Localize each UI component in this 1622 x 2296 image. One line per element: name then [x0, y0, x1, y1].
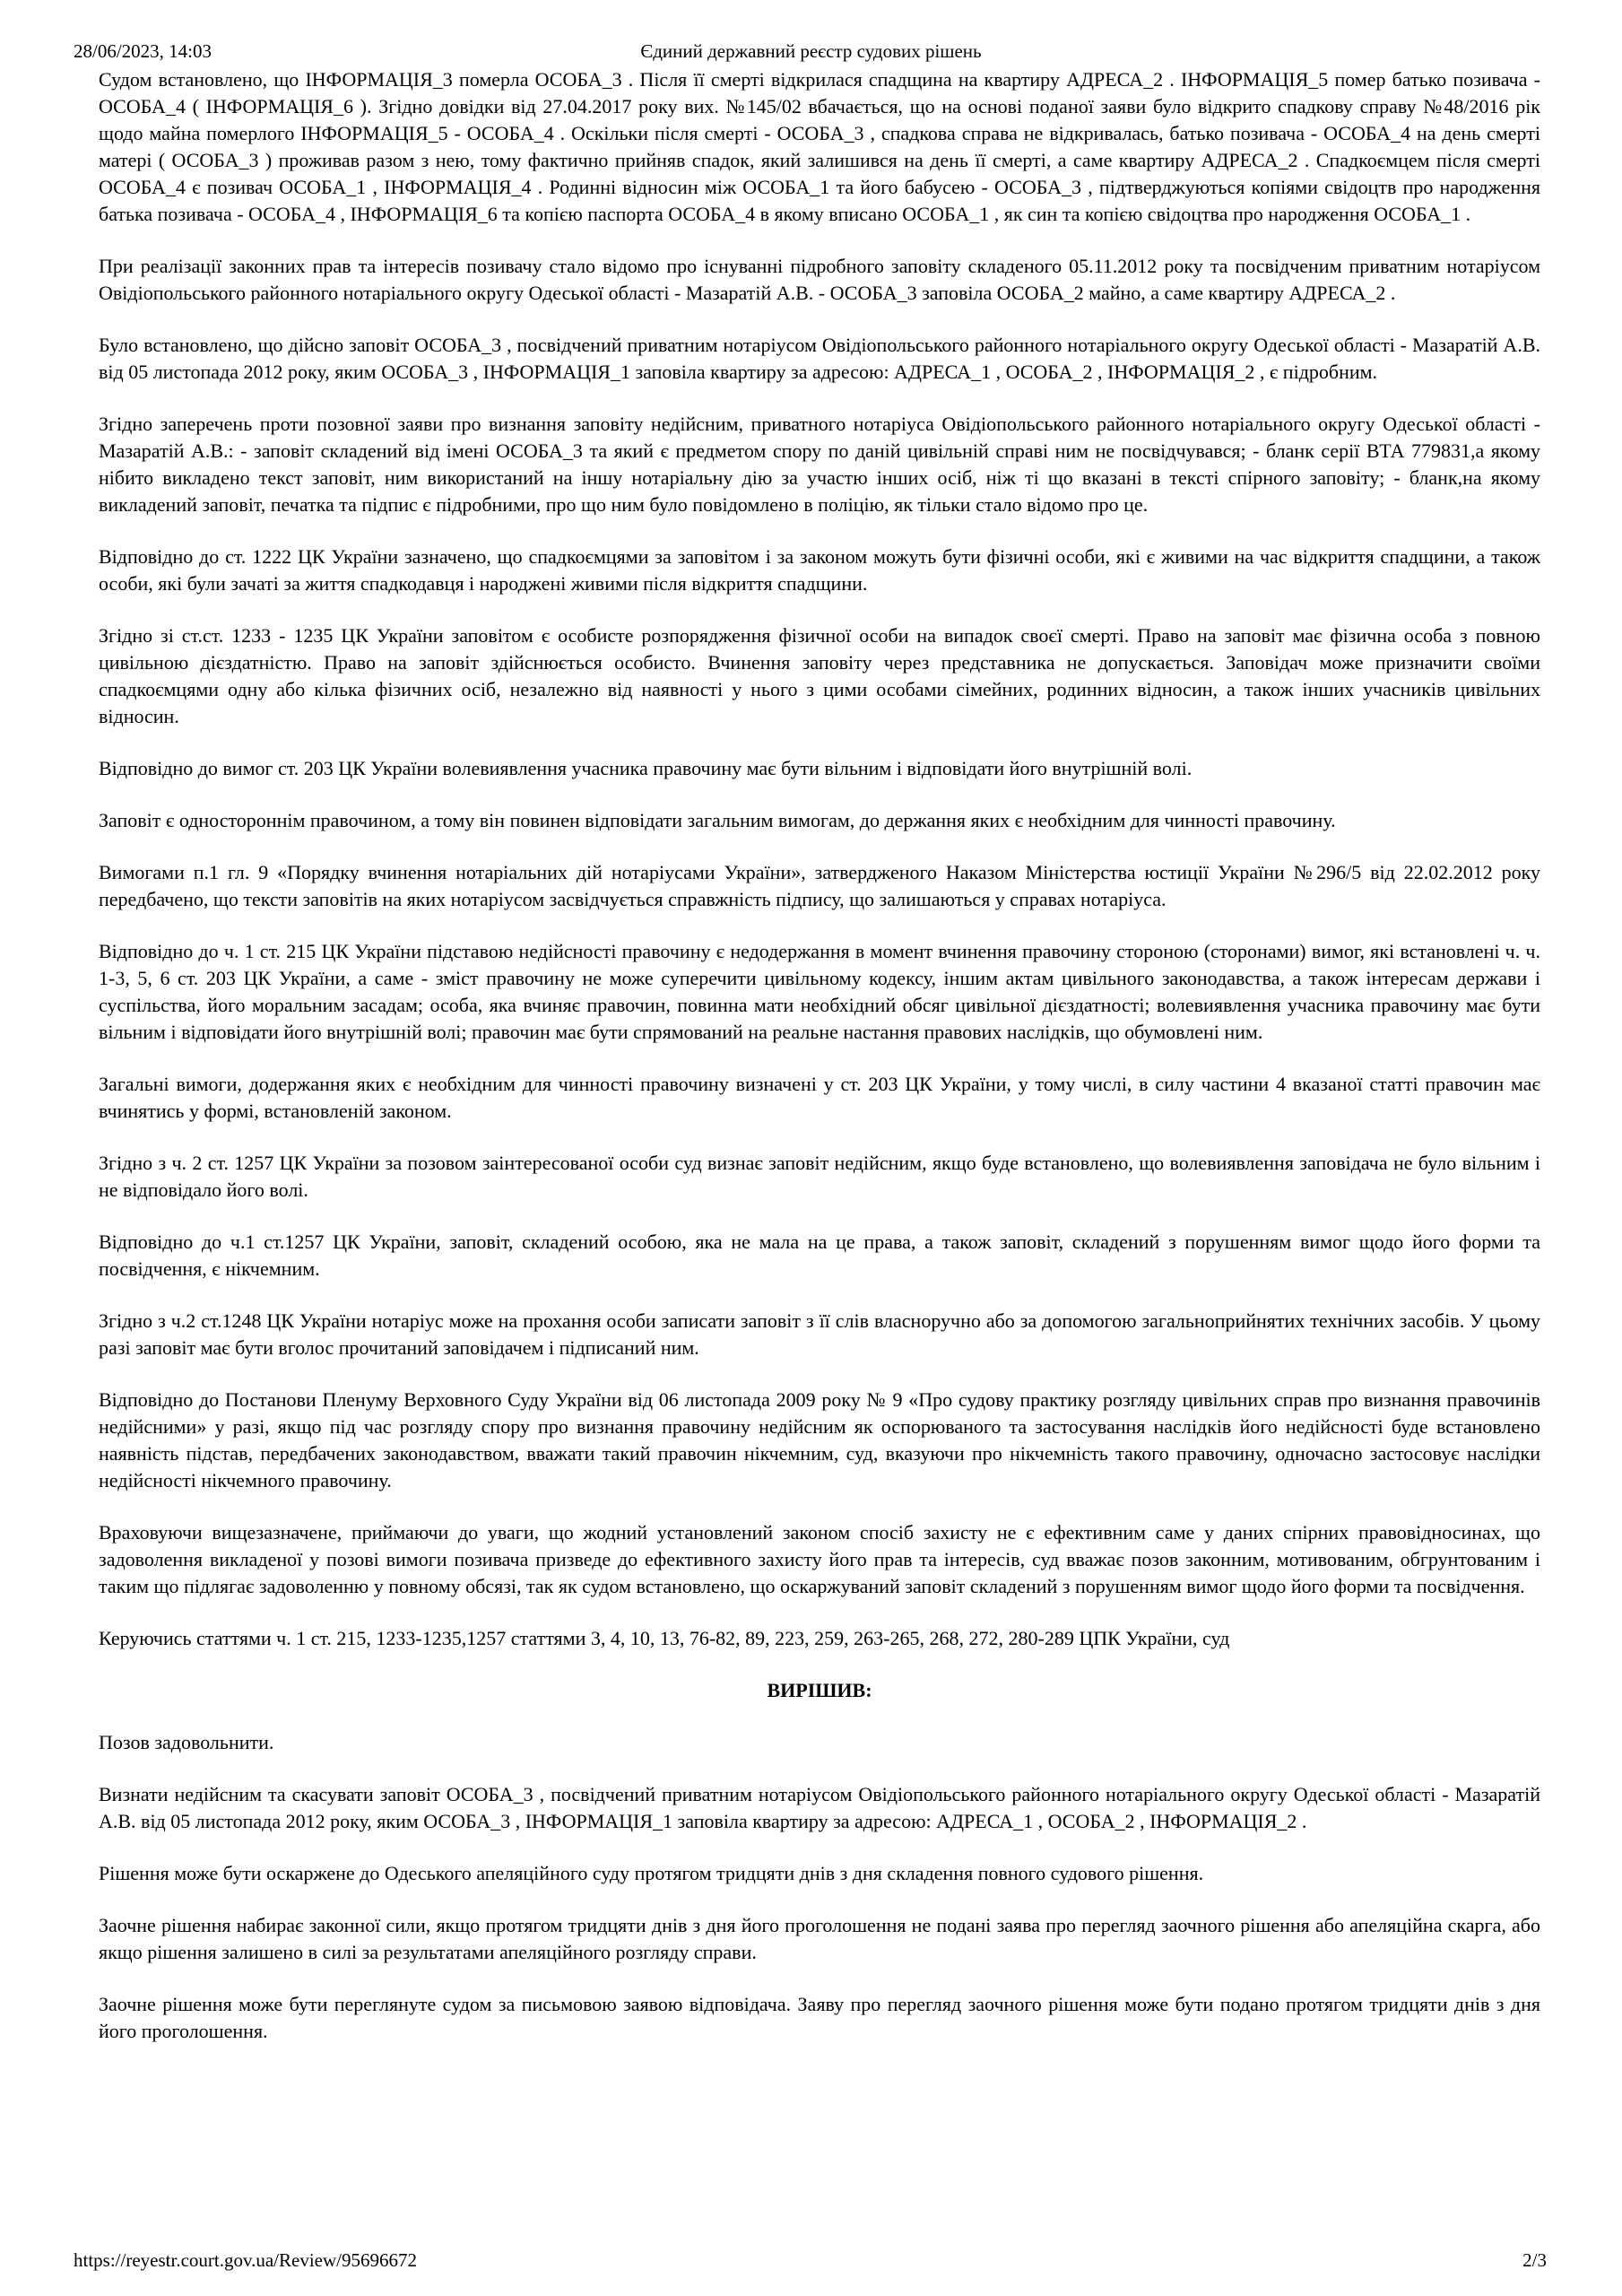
paragraph-12: Згідно з ч. 2 ст. 1257 ЦК України за позовом заінтересованої особи суд визнає заповіт недійсним, якщо буде встановлено, що волевиявлення заповідача не було вільним і не відповідало його волі.: [99, 1152, 1540, 1201]
paragraph-1: Судом встановлено, що ІНФОРМАЦІЯ_3 померла ОСОБА_3 . Після її смерті відкрилася спадщина на квартиру АДРЕСА_2 . ІНФОРМАЦІЯ_5 помер батько позивача - ОСОБА_4 ( ІНФОРМАЦІЯ_6 ). Згідно довідки від 27.04.2017 року вих. №145/02 вбачається, що на основі поданої заяви було відкрито спадкову справу №48/2016 рік щодо майна померлого ІНФОРМАЦІЯ_5 - ОСОБА_4 . Оскільки після смерті - ОСОБА_3 , спадкова справа не відкривалась, батько позивача - ОСОБА_4 на день смерті матері ( ОСОБА_3 ) проживав разом з нею, тому фактично прийняв спадок, який залишився на день її смерті, а саме квартиру АДРЕСА_2 . Спадкоємцем після смерті ОСОБА_4 є позивач ОСОБА_1 , ІНФОРМАЦІЯ_4 . Родинні відносин між ОСОБА_1 та його бабусею - ОСОБА_3 , підтверджуються копіями свідоцтв про народження батька позивача - ОСОБА_4 , ІНФОРМАЦІЯ_6 та копією паспорта ОСОБА_4 в якому вписано ОСОБА_1 , як син та копією свідоцтва про народження ОСОБА_1 .: [99, 68, 1540, 225]
paragraph-2: При реалізації законних прав та інтересів позивачу стало відомо про існуванні підробного заповіту складеного 05.11.2012 року та посвідченим приватним нотаріусом Овідіопольського районного нотаріального округу Одеської області - Мазаратій А.В. - ОСОБА_3 заповіла ОСОБА_2 майно, а саме квартиру АДРЕСА_2 .: [99, 255, 1540, 304]
paragraph-8: Заповіт є одностороннім правочином, а тому він повинен відповідати загальним вимогам, до держання яких є необхідним для чинності правочину.: [99, 809, 1336, 831]
page-number: 2/3: [1522, 2249, 1547, 2271]
paragraph-7: Відповідно до вимог ст. 203 ЦК України волевиявлення учасника правочину має бути вільним і відповідати його внутрішній волі.: [99, 757, 1193, 779]
paragraph-3: Було встановлено, що дійсно заповіт ОСОБА_3 , посвідчений приватним нотаріусом Овідіопольського районного нотаріального округу Одеської області - Мазаратій А.В. від 05 листопада 2012 року, яким ОСОБА_3 , ІНФОРМАЦІЯ_1 заповіла квартиру за адресою: АДРЕСА_1 , ОСОБА_2 , ІНФОРМАЦІЯ_2 , є підробним.: [99, 334, 1540, 383]
paragraph-9: Вимогами п.1 гл. 9 «Порядку вчинення нотаріальних дій нотаріусами України», затвердженого Наказом Міністерства юстиції України №296/5 від 22.02.2012 року передбачено, що тексти заповітів на яких нотаріусом засвідчується справжність підпису, що залишаються у справах нотаріуса.: [99, 861, 1540, 910]
print-datetime: 28/06/2023, 14:03: [74, 40, 213, 62]
decision-paragraph-5: Заочне рішення може бути переглянуте судом за письмовою заявою відповідача. Заяву про перегляд заочного рішення може бути подано протягом тридцяти днів з дня його проголошення.: [99, 1993, 1540, 2042]
paragraph-10: Відповідно до ч. 1 ст. 215 ЦК України підставою недійсності правочину є недодержання в момент вчинення правочину стороною (сторонами) вимог, які встановлені ч. ч. 1-3, 5, 6 ст. 203 ЦК України, а саме - зміст правочину не може суперечити цивільному кодексу, іншим актам цивільного законодавства, а також інтересам держави і суспільства, його моральним засадам; особа, яка вчиняє правочин, повинна мати необхідний обсяг цивільної дієздатності; волевиявлення учасника правочину має бути вільним і відповідати його внутрішній волі; правочин має бути спрямований на реальне настання правових наслідків, що обумовлені ним.: [99, 940, 1540, 1043]
paragraph-4: Згідно заперечень проти позовної заяви про визнання заповіту недійсним, приватного нотаріуса Овідіопольського районного нотаріального округу Одеської області - Мазаратій А.В.: - заповіт складений від імені ОСОБА_3 та який є предметом спору по даній цивільній справі ним не посвідчувався; - бланк серії ВТА 779831,а якому нібито викладено текст заповіт, ним використаний на іншу нотаріальну дію за участю інших осіб, ніж ті що вказані в тексті спірного заповіту; - бланк,на якому викладений заповіт, печатка та підпис є підробними, про що ним було повідомлено в поліцію, як тільки стало відомо про це.: [99, 413, 1540, 516]
footer-url: https://reyestr.court.gov.ua/Review/95696672: [74, 2249, 417, 2271]
paragraph-5: Відповідно до ст. 1222 ЦК України зазначено, що спадкоємцями за заповітом і за законом можуть бути фізичні особи, які є живими на час відкриття спадщини, а також особи, які були зачаті за життя спадкодавця і народжені живими після відкриття спадщини.: [99, 545, 1540, 595]
decision-heading: ВИРІШИВ:: [767, 1679, 872, 1701]
decision-paragraph-3: Рішення може бути оскаржене до Одеського апеляційного суду протягом тридцяти днів з дня складення повного судового рішення.: [99, 1862, 1204, 1884]
paragraph-11: Загальні вимоги, додержання яких є необхідним для чинності правочину визначені у ст. 203 ЦК України, у тому числі, в силу частини 4 вказаної статті правочин має вчинятись у формі, встановленій законом.: [99, 1073, 1540, 1122]
paragraph-15: Відповідно до Постанови Пленуму Верховного Суду України від 06 листопада 2009 року № 9 «Про судову практику розгляду цивільних справ про визнання правочинів недійсними» у разі, якщо під час розгляду спору про визнання правочину недійсним як оспорюваного та застосування наслідків його недійсності буде встановлено наявність підстав, передбачених законодавством, вважати такий правочин нікчемним, суд, вказуючи про нікчемність такого правочину, одночасно застосовує наслідки недійсності нікчемного правочину.: [99, 1388, 1540, 1492]
paragraph-17: Керуючись статтями ч. 1 ст. 215, 1233-1235,1257 статтями 3, 4, 10, 13, 76-82, 89, 223, 259, 263-265, 268, 272, 280-289 ЦПК України, суд: [99, 1627, 1230, 1649]
paragraph-14: Згідно з ч.2 ст.1248 ЦК України нотаріус може на прохання особи записати заповіт з її слів власноручно або за допомогою загальноприйнятих технічних засобів. У цьому разі заповіт має бути вголос прочитаний заповідачем і підписаний ним.: [99, 1309, 1540, 1359]
page-header-title: Єдиний державний реєстр судових рішень: [640, 40, 982, 62]
decision-paragraph-1: Позов задовольнити.: [99, 1731, 274, 1753]
paragraph-6: Згідно зі ст.ст. 1233 - 1235 ЦК України заповітом є особисте розпорядження фізичної особи на випадок своєї смерті. Право на заповіт має фізична особа з повною цивільною дієздатністю. Право на заповіт здійснюється особисто. Вчинення заповіту через представника не допускається. Заповідач може призначити своїми спадкоємцями одну або кілька фізичних осіб, незалежно від наявності у нього з цими особами сімейних, родинних відносин, а також інших учасників цивільних відносин.: [99, 624, 1540, 727]
paragraph-13: Відповідно до ч.1 ст.1257 ЦК України, заповіт, складений особою, яка не мала на це права, а також заповіт, складений з порушенням вимог щодо його форми та посвідчення, є нікчемним.: [99, 1231, 1540, 1280]
decision-paragraph-4: Заочне рішення набирає законної сили, якщо протягом тридцяти днів з дня його проголошення не подані заява про перегляд заочного рішення або апеляційна скарга, або якщо рішення залишено в силі за результатами апеляційного розгляду справи.: [99, 1914, 1540, 1963]
paragraph-16: Враховуючи вищезазначене, приймаючи до уваги, що жодний установлений законом спосіб захисту не є ефективним саме у даних спірних правовідносинах, що задоволення викладеної у позові вимоги позивача призведе до ефективного захисту його прав та інтересів, суд вважає позов законним, мотивованим, обгрунтованим і таким що підлягає задоволенню у повному обсязі, так як судом встановлено, що оскаржуваний заповіт складений з порушенням вимог щодо його форми та посвідчення.: [99, 1521, 1540, 1597]
decision-paragraph-2: Визнати недійсним та скасувати заповіт ОСОБА_3 , посвідчений приватним нотаріусом Овідіопольського районного нотаріального округу Одеської області - Мазаратій А.В. від 05 листопада 2012 року, яким ОСОБА_3 , ІНФОРМАЦІЯ_1 заповіла квартиру за адресою: АДРЕСА_1 , ОСОБА_2 , ІНФОРМАЦІЯ_2 .: [99, 1783, 1540, 1832]
document-body: [99, 66, 1540, 2070]
